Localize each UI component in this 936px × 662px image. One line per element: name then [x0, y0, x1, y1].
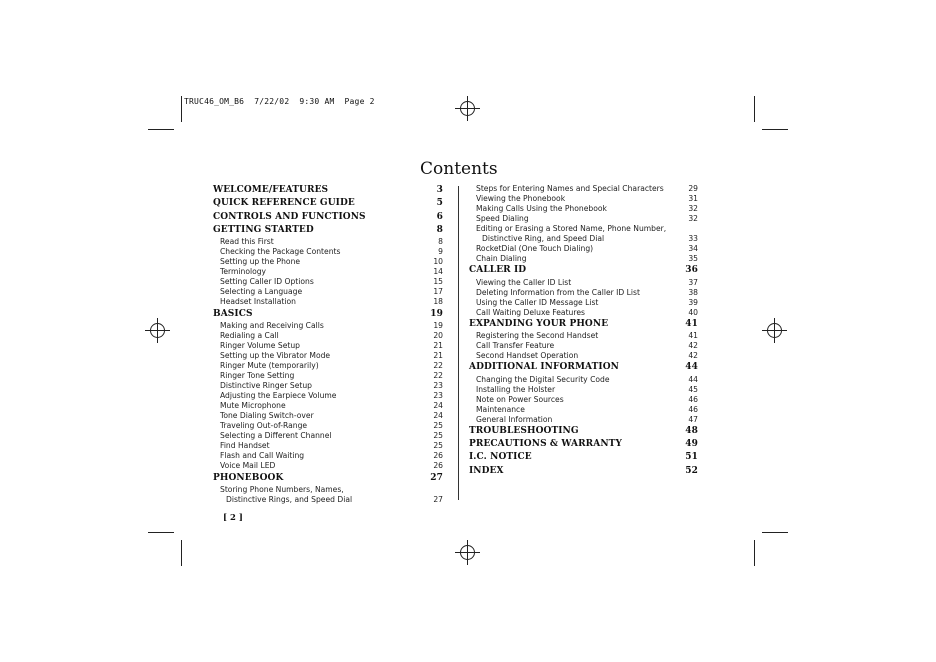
toc-entry-page: 46	[688, 394, 698, 404]
toc-entry	[213, 401, 443, 411]
toc-entry-page: 9	[438, 247, 443, 257]
toc-entry	[213, 267, 443, 277]
toc-section-heading	[469, 425, 698, 438]
crop-mark-top-left-v	[181, 96, 182, 122]
toc-entry-label: Deleting Information from the Caller ID List	[476, 287, 640, 297]
toc-entry-label: Distinctive Ringer Setup	[220, 381, 312, 391]
toc-section-heading	[469, 465, 698, 478]
toc-entry-page: 22	[433, 361, 443, 370]
toc-entry-label: Selecting a Different Channel	[220, 431, 332, 441]
toc-entry	[213, 297, 443, 307]
toc-entry-page: 8	[436, 224, 443, 235]
toc-entry	[213, 351, 443, 361]
toc-entry	[469, 331, 698, 341]
toc-entry-label: PRECAUTIONS & WARRANTY	[469, 439, 622, 450]
toc-entry-label: Checking the Package Contents	[220, 247, 341, 257]
toc-entry-label: BASICS	[213, 308, 253, 319]
toc-section-heading	[213, 184, 443, 197]
toc-entry-label: Tone Dialing Switch-over	[220, 411, 314, 421]
toc-entry-label: RocketDial (One Touch Dialing)	[476, 244, 594, 254]
toc-entry-page: 23	[433, 391, 443, 401]
toc-entry-label: Changing the Digital Security Code	[476, 374, 610, 384]
toc-entry	[469, 298, 698, 308]
toc-entry-label: INDEX	[469, 465, 504, 476]
toc-entry	[469, 194, 698, 204]
toc-entry-label: Flash and Call Waiting	[220, 451, 305, 461]
toc-entry-page: 33	[688, 234, 698, 244]
toc-entry	[469, 184, 698, 194]
toc-entry-page: 19	[433, 320, 443, 330]
toc-entry-label: Installing the Holster	[476, 384, 556, 394]
toc-entry	[213, 391, 443, 401]
toc-entry-page: 25	[433, 431, 443, 441]
toc-entry-page: 27	[430, 472, 443, 483]
toc-entry-page: 14	[433, 267, 443, 277]
toc-entry-label: Making and Receiving Calls	[220, 320, 324, 330]
toc-entry	[213, 431, 443, 441]
print-slug: TRUC46_OM_B6 7/22/02 9:30 AM Page 2	[184, 97, 375, 106]
toc-section-heading	[469, 264, 698, 277]
toc-section-heading	[213, 197, 443, 210]
toc-entry-label: Adjusting the Earpiece Volume	[220, 391, 337, 401]
page-title: Contents	[420, 159, 498, 179]
toc-entry	[469, 341, 698, 351]
toc-entry-label: Chain Dialing	[476, 254, 527, 264]
toc-entry-label: PHONEBOOK	[213, 472, 284, 483]
toc-entry-page: 10	[433, 257, 443, 267]
toc-entry-label: Making Calls Using the Phonebook	[476, 204, 607, 214]
toc-entry-label: Headset Installation	[220, 297, 296, 307]
toc-entry	[213, 237, 443, 247]
toc-entry	[469, 351, 698, 361]
toc-entry-page: 32	[688, 204, 698, 214]
toc-entry-page: 3	[436, 185, 443, 195]
toc-entry	[469, 288, 698, 298]
toc-entry-label: Call Transfer Feature	[476, 341, 555, 351]
toc-entry-page: 42	[688, 351, 698, 361]
toc-entry-page: 22	[433, 371, 443, 381]
toc-entry-label: CONTROLS AND FUNCTIONS	[213, 211, 366, 222]
toc-entry-label: Setting Caller ID Options	[220, 277, 314, 287]
toc-entry-page: 31	[688, 194, 698, 204]
toc-entry-label: CALLER ID	[469, 265, 527, 276]
registration-mark-left	[150, 323, 165, 338]
toc-entry	[213, 371, 443, 381]
toc-entry-page: 37	[688, 277, 698, 287]
toc-entry-page: 24	[433, 401, 443, 411]
registration-mark-top	[460, 101, 475, 116]
toc-entry-label: Viewing the Phonebook	[476, 194, 566, 204]
toc-entry-label: Speed Dialing	[476, 214, 529, 224]
toc-entry	[213, 451, 443, 461]
toc-entry	[469, 244, 698, 254]
toc-entry	[469, 234, 698, 244]
crop-mark-top-right-v	[754, 96, 755, 122]
toc-entry-label: General Information	[476, 414, 553, 424]
toc-entry	[213, 421, 443, 431]
toc-entry-page: 25	[433, 441, 443, 451]
toc-entry-label: Setting up the Vibrator Mode	[220, 350, 331, 360]
toc-entry	[469, 405, 698, 415]
toc-entry	[213, 461, 443, 471]
toc-entry-page: 51	[685, 452, 698, 463]
toc-entry-page: 44	[685, 362, 698, 373]
toc-left-column	[213, 184, 443, 505]
toc-entry-label: GETTING STARTED	[213, 224, 314, 235]
toc-entry-page: 35	[688, 254, 698, 264]
toc-entry-page: 40	[688, 307, 698, 317]
toc-section-heading	[213, 308, 443, 321]
toc-entry	[469, 308, 698, 318]
toc-entry-page: 32	[688, 214, 698, 224]
toc-entry-label: Traveling Out-of-Range	[220, 421, 308, 431]
toc-entry	[213, 321, 443, 331]
crop-mark-bottom-left-h	[148, 532, 174, 533]
crop-mark-bottom-right-v	[754, 540, 755, 566]
toc-section-heading	[469, 361, 698, 374]
toc-entry-page: 44	[688, 374, 698, 384]
toc-entry	[469, 204, 698, 214]
toc-entry-label: Editing or Erasing a Stored Name, Phone Number,	[476, 224, 667, 234]
toc-entry	[469, 214, 698, 224]
page-number: [ 2 ]	[223, 513, 243, 523]
toc-entry-page: 20	[433, 330, 443, 340]
column-divider	[458, 186, 459, 500]
toc-entry-page: 46	[688, 404, 698, 414]
toc-entry-label: TROUBLESHOOTING	[469, 425, 579, 436]
toc-entry-page: 21	[433, 350, 443, 360]
toc-entry-page: 17	[433, 287, 443, 297]
toc-entry-page: 49	[685, 439, 698, 450]
toc-entry	[469, 415, 698, 425]
toc-entry-page: 34	[688, 244, 698, 254]
toc-entry	[469, 254, 698, 264]
toc-entry-page: 45	[688, 384, 698, 394]
registration-mark-right	[767, 323, 782, 338]
toc-entry-page: 5	[436, 198, 443, 209]
toc-entry	[213, 495, 443, 505]
toc-entry-label: Distinctive Rings, and Speed Dial	[226, 494, 353, 504]
toc-entry-label: Terminology	[220, 267, 267, 277]
toc-right-column	[469, 184, 698, 478]
toc-entry	[213, 287, 443, 297]
toc-entry-label: Read this First	[220, 237, 274, 247]
toc-entry-label: Second Handset Operation	[476, 351, 579, 361]
toc-entry-label: Storing Phone Numbers, Names,	[220, 484, 344, 494]
toc-entry	[213, 257, 443, 267]
crop-mark-bottom-left-v	[181, 540, 182, 566]
toc-entry-page: 18	[433, 297, 443, 307]
toc-entry-label: Mute Microphone	[220, 401, 286, 411]
toc-entry-page: 26	[433, 451, 443, 461]
toc-entry	[469, 278, 698, 288]
registration-mark-bottom	[460, 545, 475, 560]
toc-entry	[469, 224, 698, 234]
toc-entry	[469, 375, 698, 385]
toc-section-heading	[213, 224, 443, 237]
toc-entry-page: 38	[688, 287, 698, 297]
toc-section-heading	[213, 472, 443, 485]
toc-entry-label: Distinctive Ring, and Speed Dial	[482, 234, 605, 244]
toc-entry-page: 24	[433, 411, 443, 421]
toc-section-heading	[469, 451, 698, 464]
toc-entry-label: I.C. NOTICE	[469, 452, 532, 463]
toc-entry-page: 41	[688, 331, 698, 341]
crop-mark-bottom-right-h	[762, 532, 788, 533]
toc-entry-page: 21	[433, 340, 443, 350]
toc-entry-label: EXPANDING YOUR PHONE	[469, 318, 609, 329]
toc-entry-page: 25	[433, 421, 443, 431]
toc-entry-page: 41	[685, 318, 698, 329]
toc-section-heading	[469, 318, 698, 331]
toc-entry-page: 52	[685, 465, 698, 476]
toc-entry	[213, 411, 443, 421]
toc-entry-label: Setting up the Phone	[220, 257, 301, 267]
toc-entry	[469, 385, 698, 395]
toc-entry-label: WELCOME/FEATURES	[213, 185, 329, 195]
toc-entry-page: 42	[688, 341, 698, 351]
toc-entry	[213, 441, 443, 451]
toc-entry-label: Voice Mail LED	[220, 461, 276, 471]
crop-mark-top-left-h	[148, 129, 174, 130]
toc-entry-label: Note on Power Sources	[476, 394, 564, 404]
toc-entry	[213, 341, 443, 351]
toc-entry-label: Steps for Entering Names and Special Characters	[476, 184, 664, 193]
toc-entry	[469, 395, 698, 405]
toc-entry-label: Registering the Second Handset	[476, 331, 599, 341]
toc-entry	[213, 277, 443, 287]
toc-entry-page: 23	[433, 381, 443, 391]
toc-entry-page: 15	[433, 277, 443, 287]
toc-entry	[213, 331, 443, 341]
toc-entry-label: Selecting a Language	[220, 287, 303, 297]
toc-entry	[213, 381, 443, 391]
toc-entry-page: 29	[688, 184, 698, 193]
toc-entry-page: 36	[685, 265, 698, 276]
toc-entry-label: Maintenance	[476, 404, 525, 414]
toc-entry-page: 27	[433, 494, 443, 504]
toc-entry-page: 26	[433, 461, 443, 471]
toc-entry-label: QUICK REFERENCE GUIDE	[213, 198, 355, 209]
toc-entry-page: 8	[438, 237, 443, 247]
toc-entry-label: Ringer Tone Setting	[220, 371, 295, 381]
crop-mark-top-right-h	[762, 129, 788, 130]
toc-entry-label: Ringer Volume Setup	[220, 340, 300, 350]
toc-entry-label: Redialing a Call	[220, 330, 279, 340]
toc-entry-label: Find Handset	[220, 441, 270, 451]
toc-entry-page: 47	[688, 414, 698, 424]
toc-entry-label: Using the Caller ID Message List	[476, 297, 599, 307]
toc-entry-page: 48	[685, 425, 698, 436]
toc-entry	[213, 361, 443, 371]
toc-section-heading	[469, 438, 698, 451]
toc-entry	[213, 485, 443, 495]
toc-entry-page: 39	[688, 297, 698, 307]
toc-entry	[213, 247, 443, 257]
toc-entry-page: 19	[430, 308, 443, 319]
toc-entry-page: 6	[436, 211, 443, 222]
toc-entry-label: Call Waiting Deluxe Features	[476, 307, 585, 317]
toc-entry-label: ADDITIONAL INFORMATION	[469, 362, 619, 373]
toc-entry-label: Viewing the Caller ID List	[476, 277, 572, 287]
toc-entry-label: Ringer Mute (temporarily)	[220, 361, 319, 370]
toc-section-heading	[213, 211, 443, 224]
